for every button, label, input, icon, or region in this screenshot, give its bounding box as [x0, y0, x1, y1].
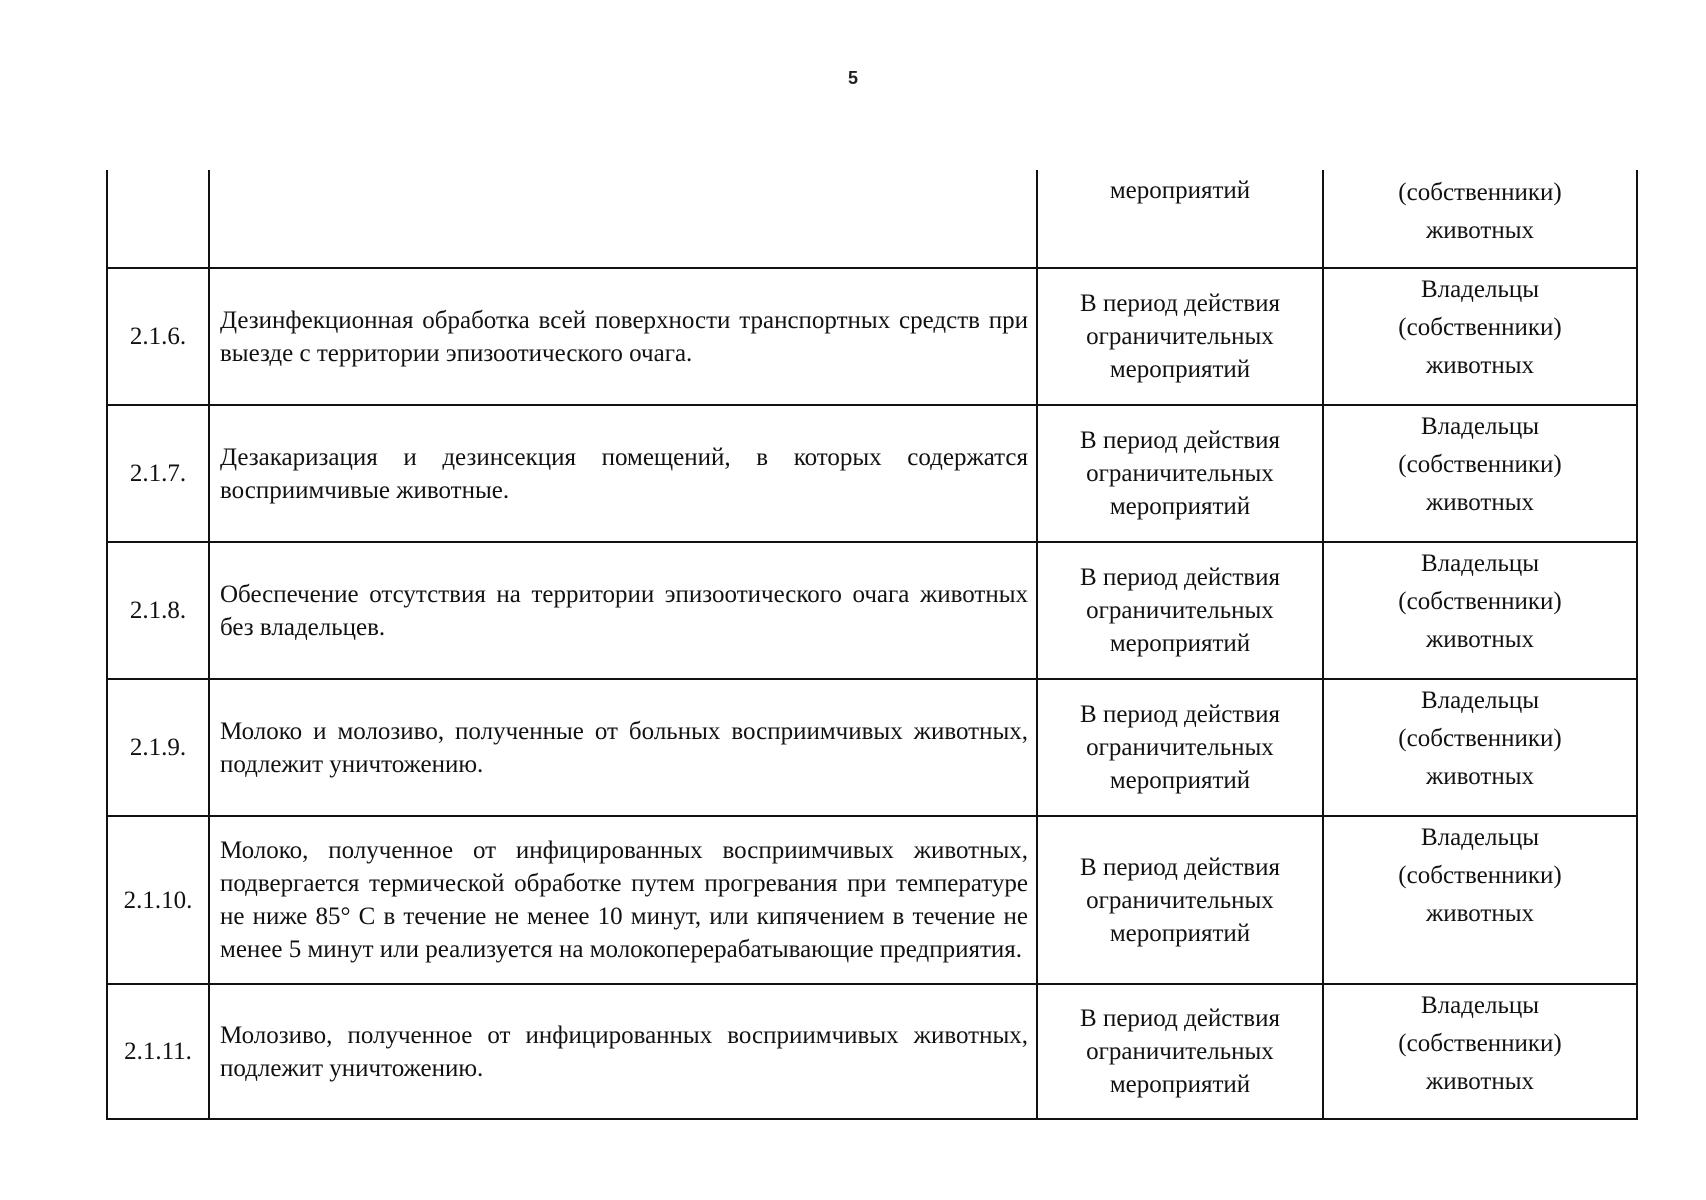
- responsible-line: Владельцы: [1420, 276, 1540, 303]
- row-number: 2.1.6.: [107, 268, 209, 405]
- period-line: В период действия: [1080, 853, 1280, 881]
- period-line: мероприятий: [1109, 1071, 1251, 1098]
- period-line: мероприятий: [1109, 767, 1251, 794]
- responsible-line: Владельцы: [1420, 413, 1540, 440]
- period-cell: [1037, 542, 1323, 679]
- responsible-line: (собственники): [1398, 314, 1562, 341]
- period-cell: [1037, 679, 1323, 816]
- responsible-line: (собственники): [1398, 179, 1562, 206]
- period-line: В период действия: [1080, 564, 1280, 591]
- period-line: ограничительных: [1086, 323, 1274, 350]
- measures-table: [106, 170, 1638, 1120]
- responsible-line: животных: [1425, 900, 1535, 927]
- responsible-line: (собственники): [1398, 725, 1562, 752]
- responsible-line: (собственники): [1398, 862, 1562, 889]
- period-line: В период действия: [1080, 427, 1280, 454]
- period-line: ограничительных: [1086, 1038, 1274, 1065]
- measure-text: Молозиво, полученное от инфицированных восприимчивых животных, подлежит уничтожению.: [209, 984, 1037, 1119]
- table-row: [107, 984, 1637, 1119]
- responsible-line: (собственники): [1398, 588, 1562, 615]
- responsible-cell: [1323, 170, 1637, 268]
- row-number: 2.1.10.: [107, 816, 209, 984]
- responsible-line: животных: [1425, 489, 1535, 516]
- period-cell: [1037, 405, 1323, 542]
- responsible-line: Владельцы: [1420, 550, 1540, 577]
- period-line: ограничительных: [1086, 597, 1274, 624]
- row-number: 2.1.7.: [107, 405, 209, 542]
- row-number: 2.1.8.: [107, 542, 209, 679]
- measure-text: Обеспечение отсутствия на территории эпизоотического очага животных без владельцев.: [209, 542, 1037, 679]
- responsible-line: животных: [1425, 217, 1535, 244]
- period-line: В период действия: [1080, 1005, 1280, 1032]
- responsible-line: Владельцы: [1420, 687, 1540, 714]
- period-cell: [1037, 816, 1323, 984]
- responsible-cell: [1323, 984, 1637, 1119]
- table-row: [107, 679, 1637, 816]
- period-line: В период действия: [1080, 701, 1280, 728]
- period-line: В период действия: [1080, 290, 1280, 317]
- period-line: мероприятий: [1109, 493, 1251, 520]
- period-line: ограничительных: [1086, 460, 1274, 487]
- table-row-continuation: [107, 170, 1637, 268]
- period-cell: [1037, 170, 1323, 268]
- responsible-cell: [1323, 405, 1637, 542]
- responsible-line: животных: [1425, 1068, 1535, 1095]
- measure-text: Дезинфекционная обработка всей поверхности транспортных средств при выезде с территории эпизоотического очага.: [209, 268, 1037, 405]
- page-number: 5: [847, 68, 858, 88]
- responsible-cell: [1323, 542, 1637, 679]
- measure-text: Молоко и молозиво, полученные от больных восприимчивых животных, подлежит уничтожению.: [209, 679, 1037, 816]
- responsible-cell: [1323, 679, 1637, 816]
- period-cell: [1037, 268, 1323, 405]
- responsible-line: животных: [1425, 763, 1535, 790]
- responsible-cell: [1323, 268, 1637, 405]
- measure-text: Дезакаризация и дезинсекция помещений, в которых содержатся восприимчивые животные.: [209, 405, 1037, 542]
- responsible-line: (собственники): [1398, 1030, 1562, 1057]
- row-number: 2.1.9.: [107, 679, 209, 816]
- responsible-line: Владельцы: [1420, 824, 1540, 851]
- period-cell: [1037, 984, 1323, 1119]
- row-number: 2.1.11.: [107, 984, 209, 1119]
- period-line: мероприятий: [1109, 630, 1251, 657]
- responsible-cell: [1323, 816, 1637, 984]
- period-line: ограничительных: [1086, 734, 1274, 761]
- period-line: ограничительных: [1086, 886, 1274, 914]
- table-row: [107, 816, 1637, 984]
- table-row: [107, 405, 1637, 542]
- text-cell: [209, 170, 1037, 268]
- responsible-line: животных: [1425, 352, 1535, 379]
- table-row: [107, 542, 1637, 679]
- responsible-line: (собственники): [1398, 451, 1562, 478]
- period-line: мероприятий: [1109, 177, 1251, 204]
- table-row: [107, 268, 1637, 405]
- measure-text: Молоко, полученное от инфицированных восприимчивых животных, подвергается термической обработке путем прогревания при температуре не ниже 85° С в течение не менее 10 минут, или кипячением в течение не менее 5 минут или реализуется на молокоперерабатывающие предприятия.: [209, 816, 1037, 984]
- period-line: мероприятий: [1109, 356, 1251, 383]
- responsible-line: животных: [1425, 626, 1535, 653]
- num-cell: [107, 170, 209, 268]
- period-line: мероприятий: [1109, 919, 1251, 947]
- responsible-line: Владельцы: [1420, 992, 1540, 1019]
